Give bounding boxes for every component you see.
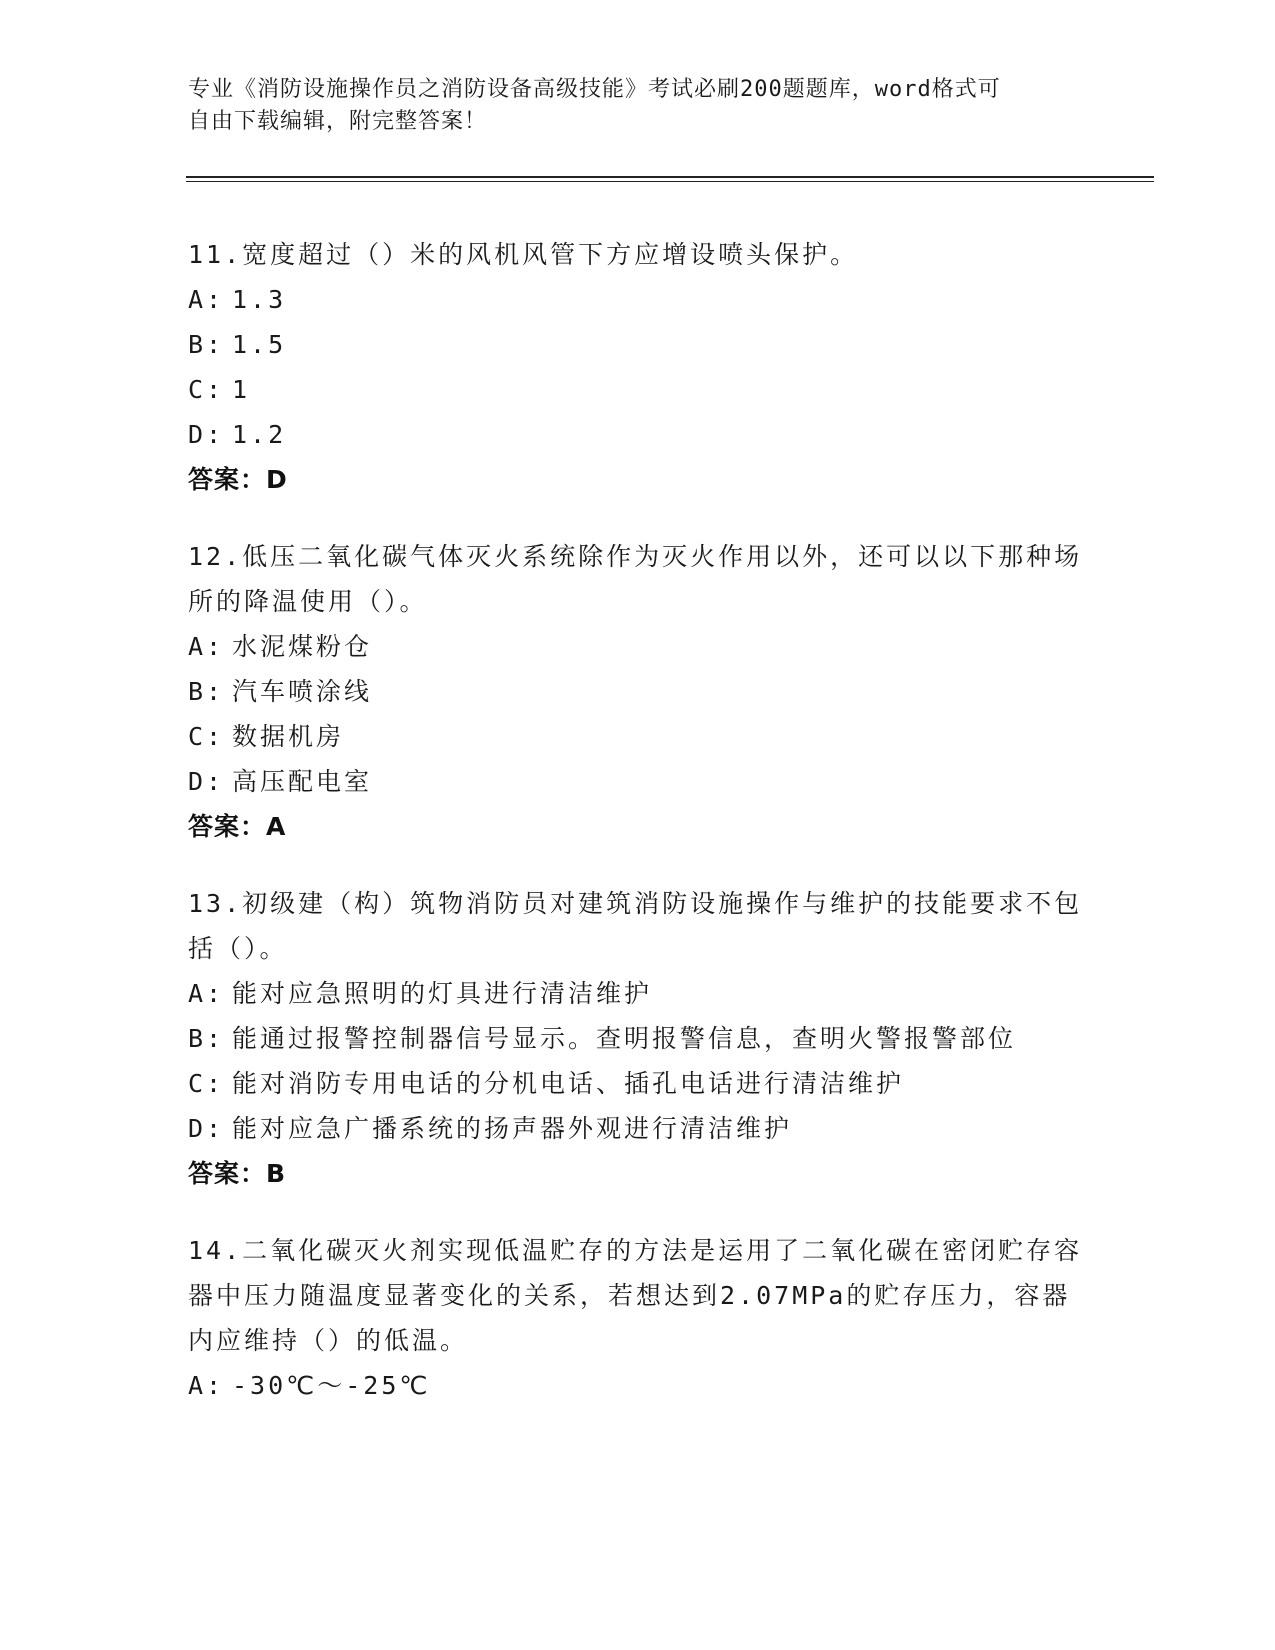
option-d xyxy=(188,1106,1088,1151)
option-c xyxy=(188,367,1088,412)
option-letter: C: xyxy=(188,722,225,751)
header-divider-thick xyxy=(186,176,1154,178)
option-text: 水泥煤粉仓 xyxy=(232,632,373,661)
document-header xyxy=(188,74,1068,138)
question-12 xyxy=(188,534,1088,849)
option-letter: A: xyxy=(188,1371,225,1400)
option-b xyxy=(188,669,1088,714)
option-b xyxy=(188,322,1088,367)
option-letter: A: xyxy=(188,632,225,661)
option-d xyxy=(188,759,1088,804)
option-text: 能对消防专用电话的分机电话、插孔电话进行清洁维护 xyxy=(232,1069,905,1098)
question-list xyxy=(188,232,1088,1440)
option-text: 汽车喷涂线 xyxy=(232,677,373,706)
answer-label: 答案：B xyxy=(188,1159,287,1188)
question-stem: 13.初级建（构）筑物消防员对建筑消防设施操作与维护的技能要求不包括（）。 xyxy=(188,889,1083,963)
option-a xyxy=(188,624,1088,669)
option-text: -30℃～-25℃ xyxy=(232,1371,431,1400)
option-text: 能通过报警控制器信号显示。查明报警信息，查明火警报警部位 xyxy=(232,1024,1017,1053)
option-text: 1.2 xyxy=(232,420,287,449)
option-text: 能对应急照明的灯具进行清洁维护 xyxy=(232,979,653,1008)
option-b xyxy=(188,1016,1088,1061)
question-11 xyxy=(188,232,1088,502)
option-letter: D: xyxy=(188,420,225,449)
option-letter: A: xyxy=(188,285,225,314)
option-text: 1.3 xyxy=(232,285,287,314)
answer-label: 答案：A xyxy=(188,812,287,841)
option-c xyxy=(188,714,1088,759)
header-divider-thin xyxy=(186,181,1154,182)
option-letter: B: xyxy=(188,677,225,706)
question-13 xyxy=(188,881,1088,1196)
answer-label: 答案：D xyxy=(188,465,288,494)
option-letter: C: xyxy=(188,375,225,404)
option-letter: D: xyxy=(188,1114,225,1143)
option-letter: A: xyxy=(188,979,225,1008)
option-text: 高压配电室 xyxy=(232,767,373,796)
option-a xyxy=(188,1363,1088,1408)
question-stem: 12.低压二氧化碳气体灭火系统除作为灭火作用以外，还可以以下那种场所的降温使用（）。 xyxy=(188,542,1083,616)
question-stem: 11.宽度超过（）米的风机风管下方应增设喷头保护。 xyxy=(188,240,859,269)
option-c xyxy=(188,1061,1088,1106)
option-letter: B: xyxy=(188,1024,225,1053)
header-line-1: 专业《消防设施操作员之消防设备高级技能》考试必刷200题题库，word格式可 xyxy=(188,77,1001,102)
option-letter: B: xyxy=(188,330,225,359)
option-d xyxy=(188,412,1088,457)
question-stem: 14.二氧化碳灭火剂实现低温贮存的方法是运用了二氧化碳在密闭贮存容器中压力随温度显著变化的关系，若想达到2.07MPa的贮存压力，容器内应维持（）的低温。 xyxy=(188,1236,1083,1355)
option-a xyxy=(188,277,1088,322)
option-text: 能对应急广播系统的扬声器外观进行清洁维护 xyxy=(232,1114,793,1143)
header-line-2: 自由下载编辑，附完整答案！ xyxy=(188,109,488,134)
option-letter: D: xyxy=(188,767,225,796)
option-letter: C: xyxy=(188,1069,225,1098)
option-a xyxy=(188,971,1088,1016)
option-text: 1 xyxy=(232,375,251,404)
option-text: 数据机房 xyxy=(232,722,345,751)
option-text: 1.5 xyxy=(232,330,287,359)
question-14 xyxy=(188,1228,1088,1408)
